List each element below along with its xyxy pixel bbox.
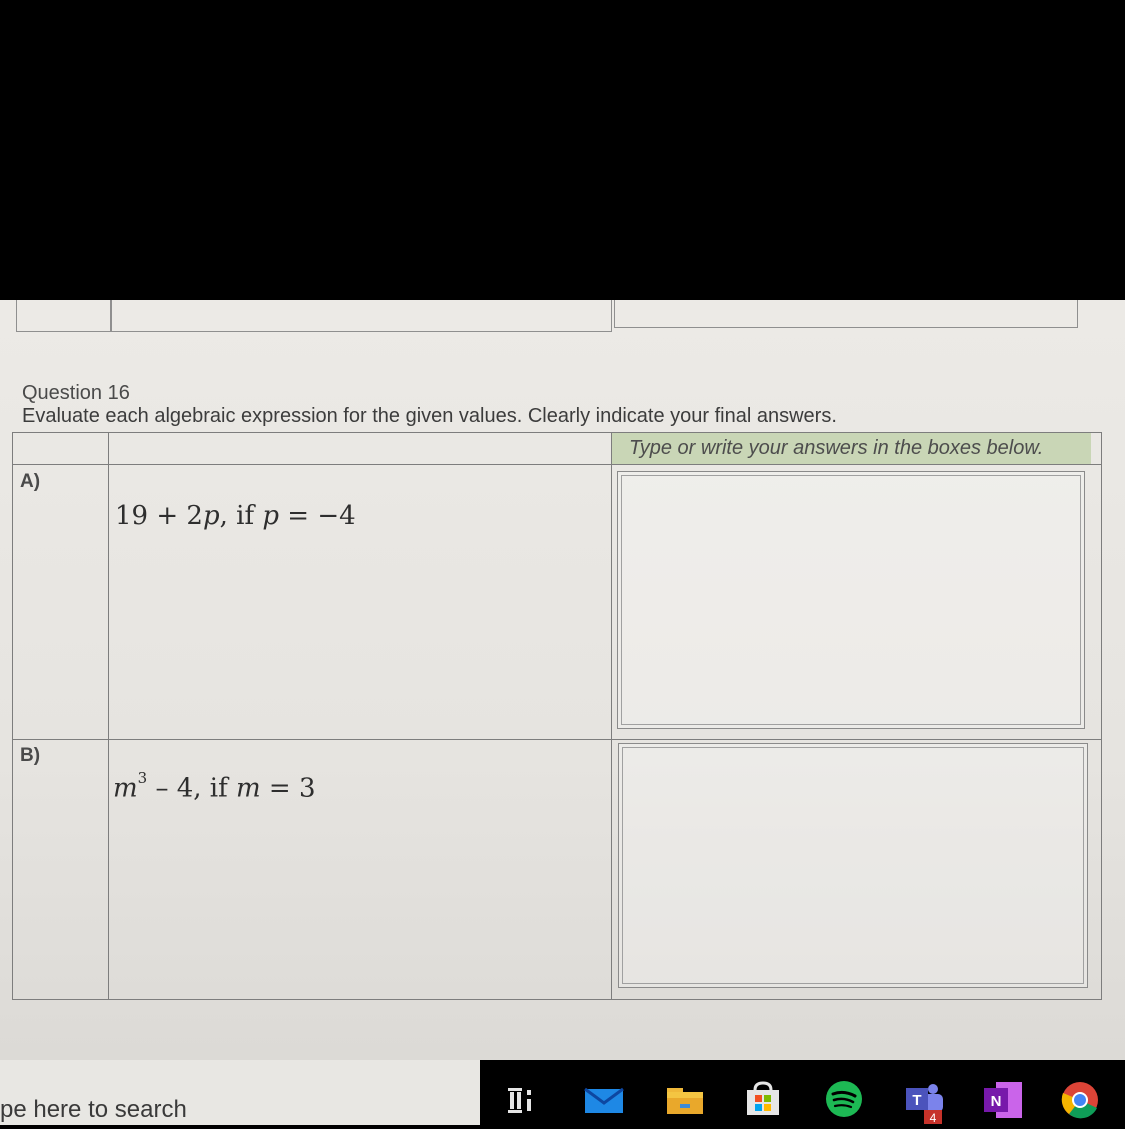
answers-header: Type or write your answers in the boxes below. bbox=[611, 433, 1091, 464]
taskbar-search-box[interactable] bbox=[0, 1060, 480, 1125]
row-b-label: B) bbox=[20, 745, 41, 766]
onenote-letter: N bbox=[990, 1093, 1002, 1110]
search-placeholder: pe here to search bbox=[0, 1096, 187, 1123]
task-view-icon[interactable] bbox=[500, 1080, 540, 1118]
teams-badge: 4 bbox=[929, 1111, 937, 1124]
taskbar bbox=[0, 1060, 1125, 1125]
row-a-expression: 19 + 2p, if p = −4 bbox=[115, 501, 356, 531]
question-title: Question 16 bbox=[22, 382, 130, 404]
file-explorer-icon[interactable] bbox=[664, 1080, 704, 1118]
screen bbox=[0, 300, 1125, 1060]
row-divider bbox=[13, 739, 1101, 740]
question-instruction: Evaluate each algebraic expression for the given values. Clearly indicate your final answers. bbox=[22, 405, 837, 427]
answer-box-a[interactable] bbox=[617, 471, 1085, 729]
question-table bbox=[12, 432, 1102, 1000]
previous-answer-box[interactable] bbox=[614, 300, 1078, 328]
onenote-icon[interactable] bbox=[980, 1080, 1020, 1118]
header-divider bbox=[13, 464, 1101, 465]
teams-letter: T bbox=[912, 1092, 922, 1109]
previous-label-cell bbox=[16, 300, 112, 332]
row-a-label: A) bbox=[20, 471, 41, 492]
label-column-divider bbox=[108, 433, 109, 999]
previous-expression-cell bbox=[110, 300, 612, 332]
mail-icon[interactable] bbox=[583, 1080, 623, 1118]
chrome-icon[interactable] bbox=[1060, 1080, 1100, 1118]
teams-icon[interactable] bbox=[903, 1080, 943, 1124]
answer-column-divider bbox=[611, 433, 612, 999]
previous-question-table bbox=[14, 300, 1086, 334]
row-b-expression: $m^3 - 4$, if m = 3 bbox=[113, 769, 316, 804]
store-icon[interactable] bbox=[742, 1080, 782, 1118]
spotify-icon[interactable] bbox=[823, 1080, 863, 1118]
answer-box-b[interactable] bbox=[618, 743, 1088, 988]
